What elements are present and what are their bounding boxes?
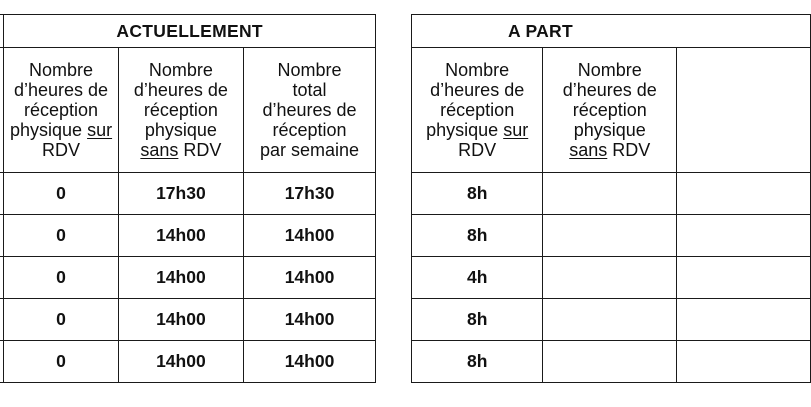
table-title-current: ACTUELLEMENT (4, 15, 376, 48)
right-table-frame (411, 14, 657, 382)
column-header-text (563, 60, 657, 160)
table-row (412, 341, 811, 383)
blank-cell (677, 215, 811, 257)
header-underlined-word: sans (569, 140, 608, 160)
table-cell: 8h (412, 341, 543, 383)
table-cell: 8h (412, 173, 543, 215)
table-cell: 14h00 (118, 257, 243, 299)
header-underlined-word: sans (140, 140, 179, 160)
table-title-future: A PART (412, 15, 811, 48)
table-cell (543, 257, 677, 299)
title-row (0, 15, 376, 48)
table-cell: 0 (4, 299, 118, 341)
table-row (0, 257, 376, 299)
blank-cell (677, 341, 811, 383)
table-cell: 17h30 (118, 173, 243, 215)
table-cell: 0 (4, 257, 118, 299)
header-row (0, 48, 376, 173)
table-cell (543, 173, 677, 215)
table-cell: 14h00 (118, 215, 243, 257)
table-cell (543, 341, 677, 383)
header-underlined-word: sur (503, 120, 529, 140)
header-row (412, 48, 811, 173)
table-cell: 8h (412, 215, 543, 257)
column-header (244, 48, 376, 173)
table-row (412, 215, 811, 257)
table-cell: 8h (412, 299, 543, 341)
table-row (0, 299, 376, 341)
column-header-text (10, 60, 112, 160)
title-row (412, 15, 811, 48)
table-row (412, 299, 811, 341)
table-cell (543, 215, 677, 257)
table-row (0, 215, 376, 257)
blank-cell (677, 299, 811, 341)
table-cell: 4h (412, 257, 543, 299)
table-cell (543, 299, 677, 341)
table-cell: 17h30 (244, 173, 376, 215)
table-cell: 14h00 (244, 257, 376, 299)
current-hours-table (0, 14, 376, 383)
header-underlined-word: sur (87, 120, 113, 140)
table-cell: 14h00 (118, 341, 243, 383)
blank-cell (677, 173, 811, 215)
table-cell: 14h00 (244, 299, 376, 341)
header-text-part: RDV (458, 140, 497, 160)
column-header (412, 48, 543, 173)
column-header-text (134, 60, 228, 160)
column-header-text (260, 60, 359, 160)
table-cell: 14h00 (244, 215, 376, 257)
future-hours-table (411, 14, 811, 383)
column-header-text (426, 60, 528, 160)
header-text-part: Nombre d’heures de réception physique (562, 60, 657, 140)
column-header (543, 48, 677, 173)
column-header (4, 48, 118, 173)
table-cell: 0 (4, 173, 118, 215)
header-text-part: RDV (178, 140, 222, 160)
header-text-part: Nombre d’heures de réception physique (426, 60, 525, 140)
table-row (412, 257, 811, 299)
table-row (0, 341, 376, 383)
table-cell: 14h00 (244, 341, 376, 383)
left-table-frame (0, 14, 376, 382)
header-text-part: Nombre d’heures de réception physique (10, 60, 109, 140)
table-cell: 14h00 (118, 299, 243, 341)
header-text-part: RDV (42, 140, 81, 160)
column-header (118, 48, 243, 173)
table-cell: 0 (4, 341, 118, 383)
table-row (0, 173, 376, 215)
header-text-part: RDV (607, 140, 651, 160)
table-row (412, 173, 811, 215)
blank-cell (677, 257, 811, 299)
header-text-part: Nombre total d’heures de réception par semaine (259, 60, 360, 160)
blank-cell (677, 48, 811, 173)
table-cell: 0 (4, 215, 118, 257)
header-text-part: Nombre d’heures de réception physique (133, 60, 228, 140)
